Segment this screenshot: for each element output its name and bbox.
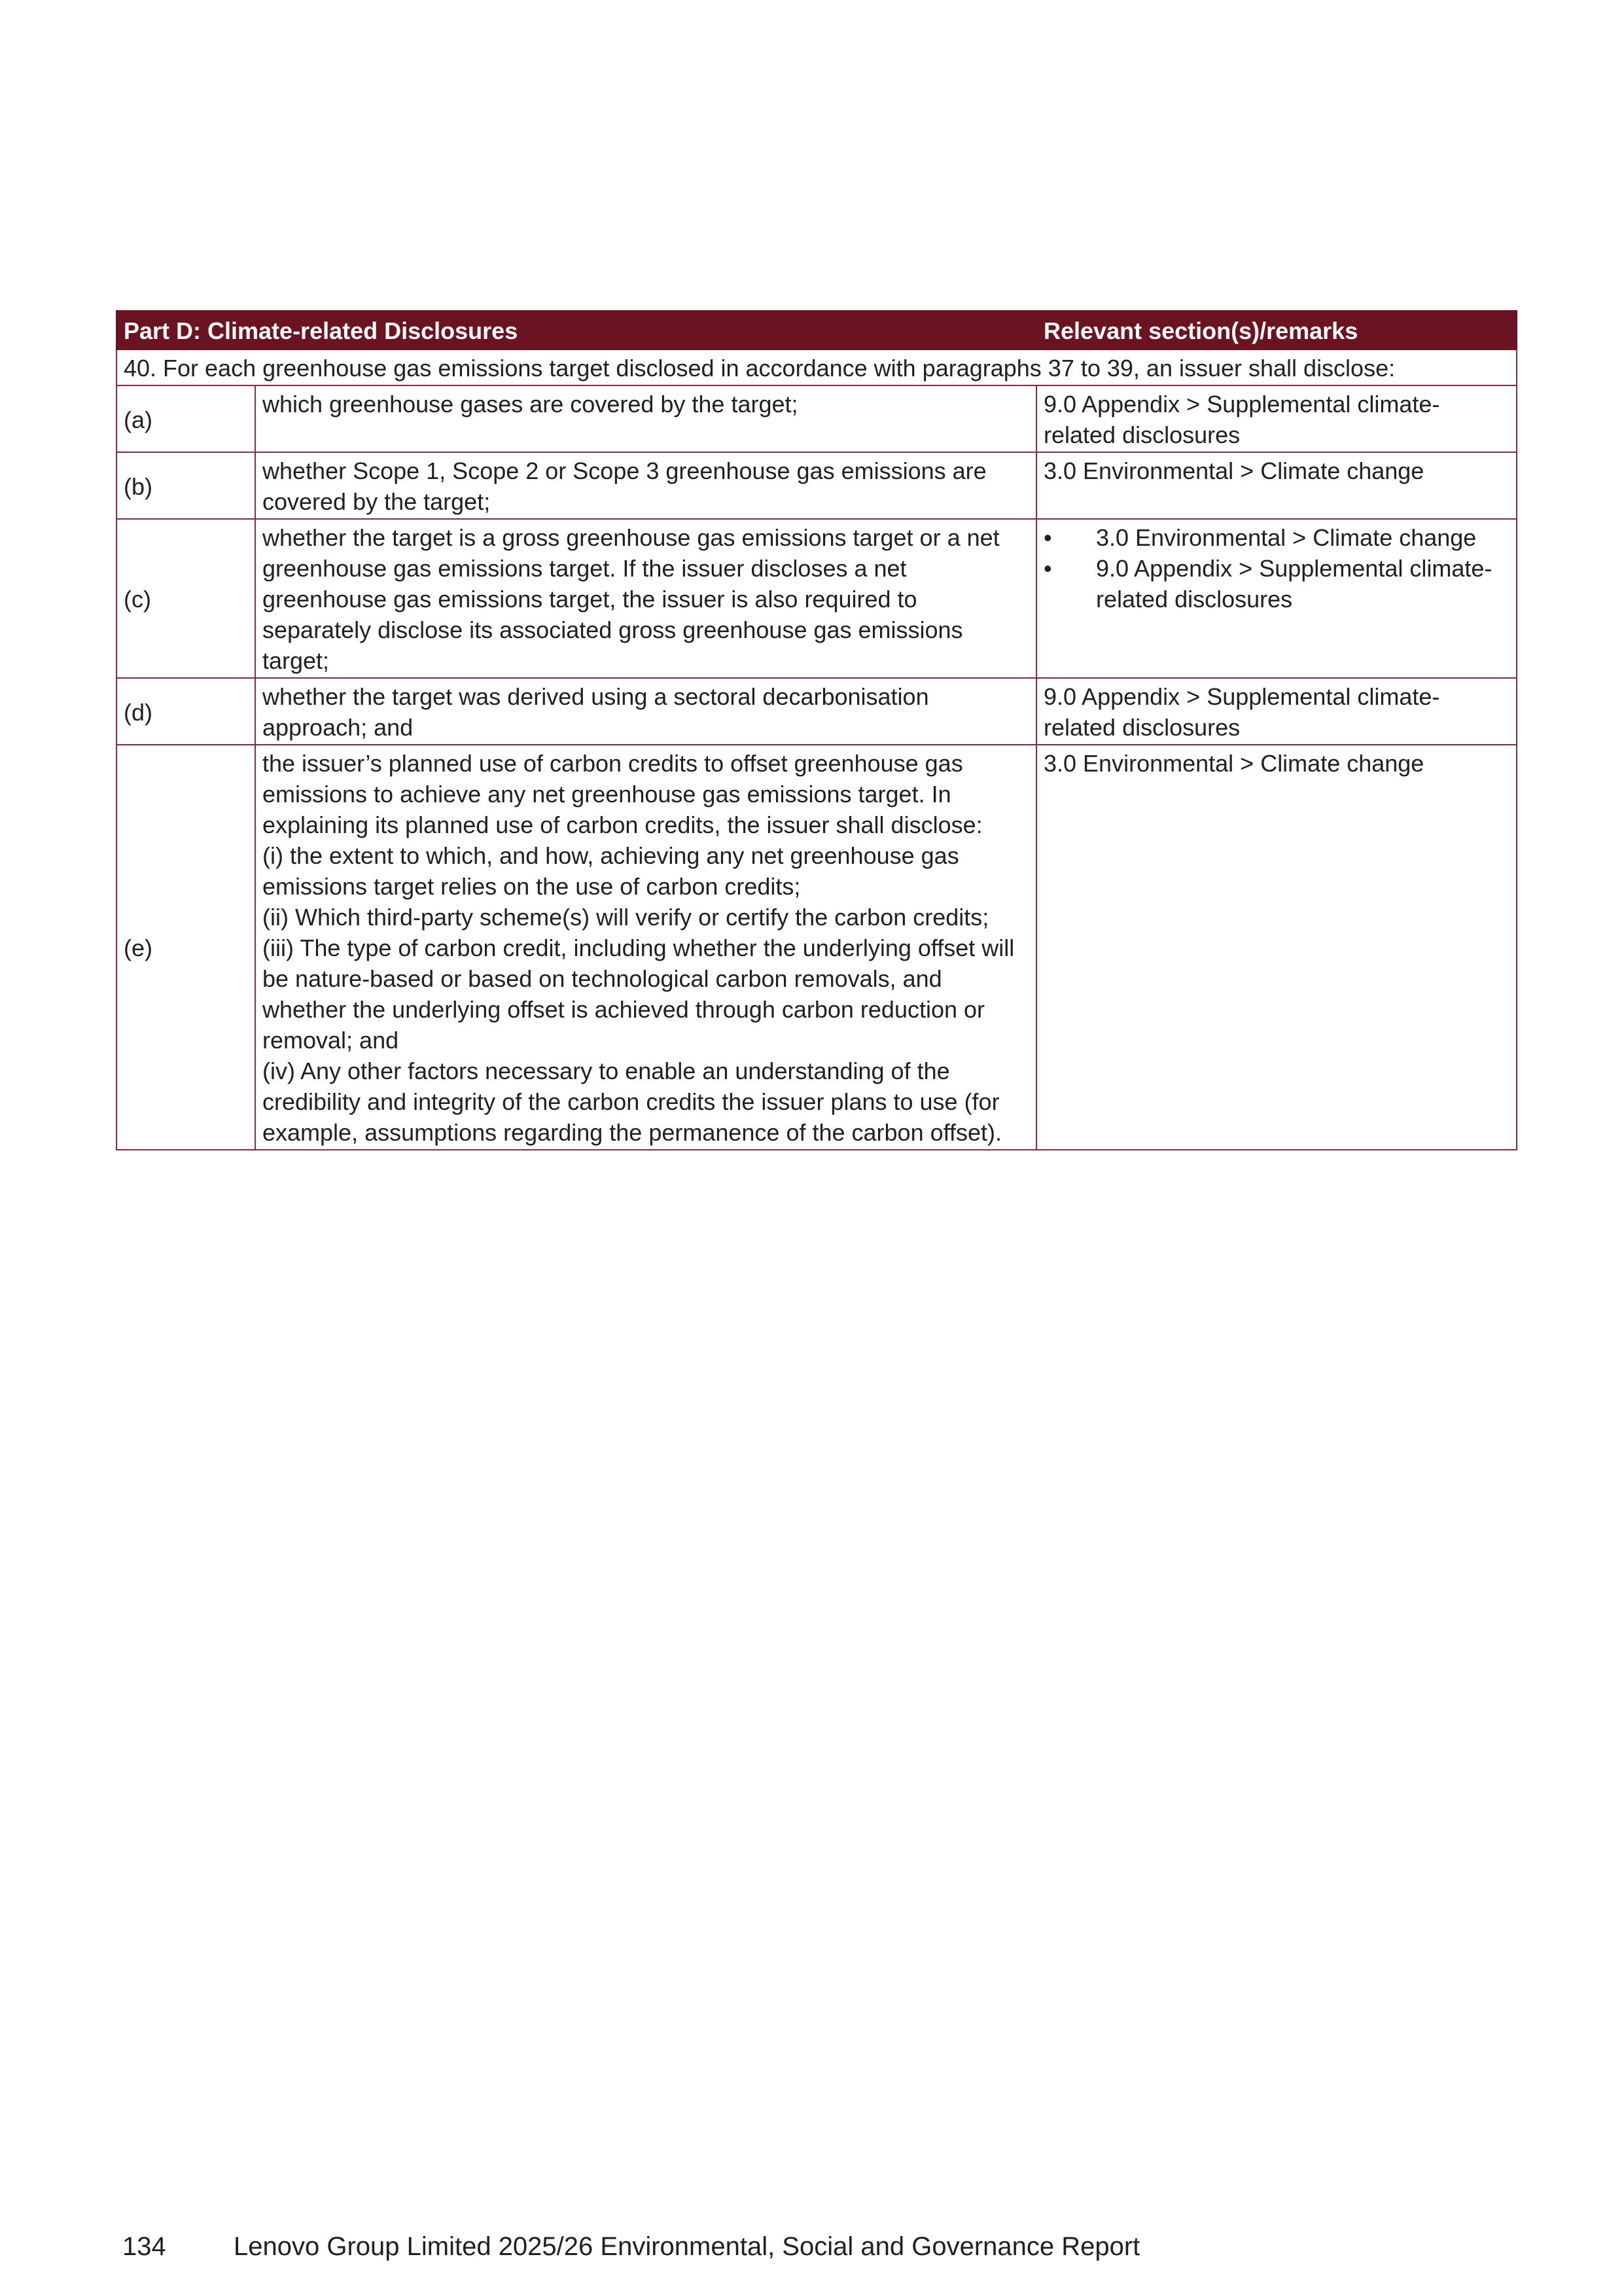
page-footer — [122, 2230, 1140, 2263]
table-row — [116, 385, 1517, 452]
remarks-bullet-text: 3.0 Environmental > Climate change — [1096, 524, 1477, 551]
page-number: 134 — [122, 2232, 166, 2261]
header-remarks: Relevant section(s)/remarks — [1036, 311, 1517, 349]
row-letter: (d) — [116, 678, 255, 745]
requirement-line: the issuer’s planned use of carbon credits to offset greenhouse gas emissions to achieve any net greenhouse gas emissions target. In explaining its planned use of carbon credits, the issuer shall disclose: — [262, 750, 983, 838]
row-requirement — [255, 745, 1036, 1150]
requirement-line: (i) the extent to which, and how, achieving any net greenhouse gas emissions target relies on the use of carbon credits; — [262, 842, 959, 900]
table-row — [116, 452, 1517, 519]
row-remarks: 9.0 Appendix > Supplemental climate-related disclosures — [1036, 678, 1517, 745]
intro-text: 40. For each greenhouse gas emissions target disclosed in accordance with paragraphs 37 to 39, an issuer shall disclose: — [116, 349, 1517, 385]
row-letter: (c) — [116, 519, 255, 678]
row-requirement: whether the target was derived using a sectoral decarbonisation approach; and — [255, 678, 1036, 745]
requirement-line: (ii) Which third-party scheme(s) will verify or certify the carbon credits; — [262, 904, 989, 931]
table-row — [116, 745, 1517, 1150]
row-remarks — [1036, 519, 1517, 678]
disclosure-table — [116, 310, 1517, 1150]
remarks-bullet-text: 9.0 Appendix > Supplemental climate-related disclosures — [1096, 555, 1492, 613]
row-requirement: whether Scope 1, Scope 2 or Scope 3 greenhouse gas emissions are covered by the target; — [255, 452, 1036, 519]
requirement-line: (iv) Any other factors necessary to enable an understanding of the credibility and integrity of the carbon credits the issuer plans to use (for example, assumptions regarding the permanence of the carbon offset). — [262, 1058, 1002, 1146]
intro-row — [116, 349, 1517, 385]
bullet-icon: • — [1044, 524, 1052, 551]
remarks-bullet-list — [1044, 522, 1509, 614]
bullet-icon: • — [1044, 555, 1052, 582]
report-title: Lenovo Group Limited 2025/26 Environmental, Social and Governance Report — [234, 2232, 1140, 2261]
row-remarks: 9.0 Appendix > Supplemental climate-related disclosures — [1036, 385, 1517, 452]
list-item — [1044, 553, 1509, 614]
row-remarks: 3.0 Environmental > Climate change — [1036, 745, 1517, 1150]
requirement-line: (iii) The type of carbon credit, including whether the underlying offset will be nature-based or based on technological carbon removals, and whether the underlying offset is achieved through carbon reduction or removal; and — [262, 934, 1015, 1054]
row-letter: (e) — [116, 745, 255, 1150]
table-row — [116, 519, 1517, 678]
row-letter: (b) — [116, 452, 255, 519]
row-letter: (a) — [116, 385, 255, 452]
row-remarks: 3.0 Environmental > Climate change — [1036, 452, 1517, 519]
row-requirement: which greenhouse gases are covered by the target; — [255, 385, 1036, 452]
row-requirement: whether the target is a gross greenhouse gas emissions target or a net greenhouse gas emissions target. If the issuer discloses a net greenhouse gas emissions target, the issuer is also required to separately disclose its associated gross greenhouse gas emissions target; — [255, 519, 1036, 678]
table-header-row — [116, 311, 1517, 349]
header-part-d: Part D: Climate-related Disclosures — [116, 311, 1036, 349]
list-item — [1044, 522, 1509, 553]
table-row — [116, 678, 1517, 745]
